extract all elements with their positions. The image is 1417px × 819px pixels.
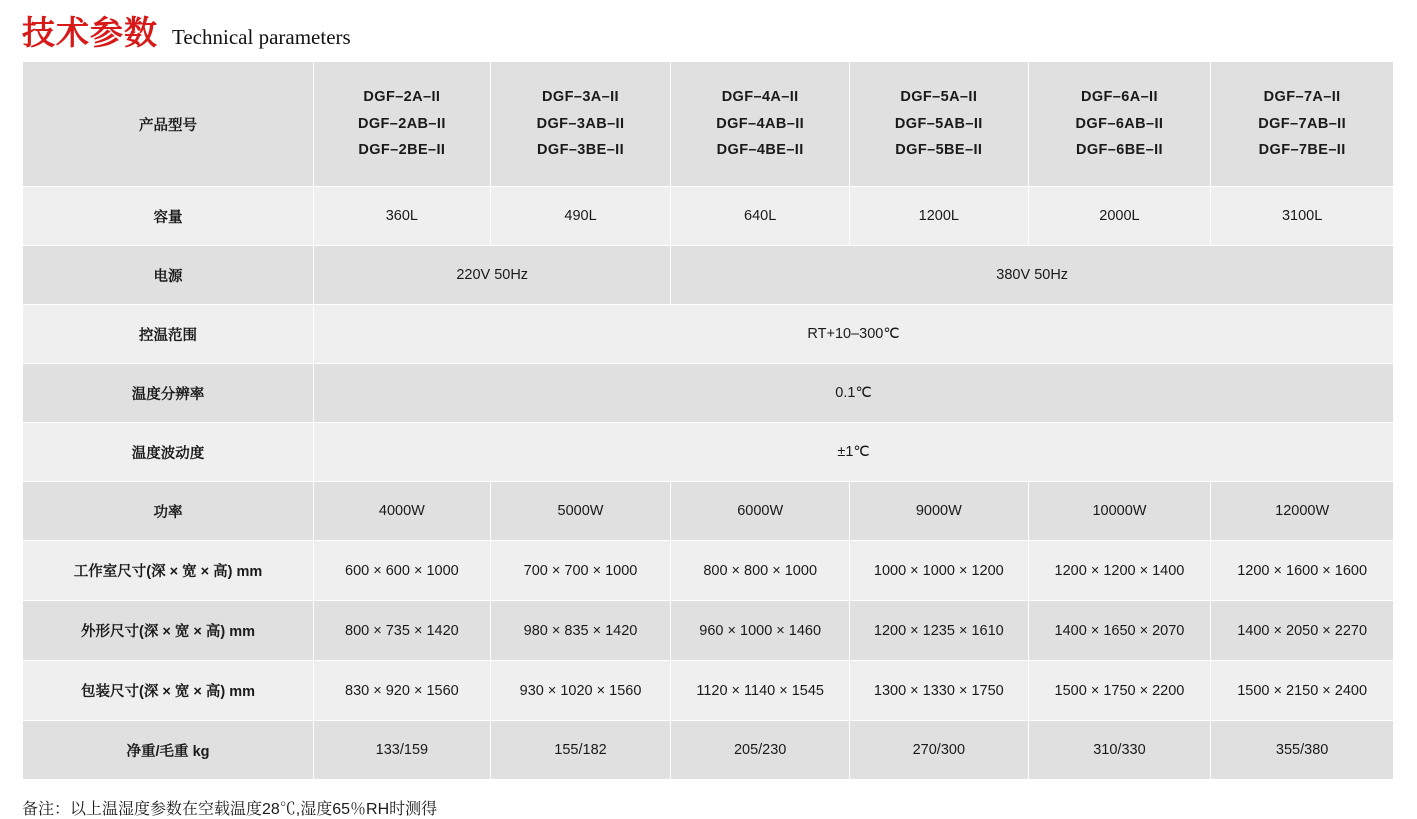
cell-power-3: 6000W [671,482,850,541]
page-header [0,0,1417,61]
row-label-power: 功率 [23,482,314,541]
cell-chamber-size-5: 1200 × 1200 × 1400 [1028,541,1211,601]
row-label-capacity: 容量 [23,187,314,246]
row-label-model: 产品型号 [23,62,314,187]
cell-weight-3: 205/230 [671,721,850,780]
cell-capacity-1: 360L [314,187,491,246]
cell-weight-2: 155/182 [490,721,671,780]
cell-power-5: 10000W [1028,482,1211,541]
cell-model-5 [1028,62,1211,187]
page-title-en: Technical parameters [172,25,351,49]
table-row-power [23,482,1394,541]
cell-power-1: 4000W [314,482,491,541]
cell-temp-fluctuation: ±1℃ [314,423,1394,482]
table-row-capacity [23,187,1394,246]
row-label-weight: 净重/毛重 kg [23,721,314,780]
cell-power-6: 12000W [1211,482,1394,541]
cell-model-2 [490,62,671,187]
cell-package-size-3: 1120 × 1140 × 1545 [671,661,850,721]
cell-capacity-4: 1200L [849,187,1028,246]
model-text-1: DGF–2A–II DGF–2AB–II DGF–2BE–II [357,88,446,159]
cell-power-supply-right: 380V 50Hz [671,246,1394,305]
cell-power-2: 5000W [490,482,671,541]
table-row-weight [23,721,1394,780]
cell-package-size-6: 1500 × 2150 × 2400 [1211,661,1394,721]
footnote: 备注：以上温湿度参数在空载温度28℃,湿度65％RH时测得 [22,801,438,818]
cell-outer-size-2: 980 × 835 × 1420 [490,601,671,661]
cell-model-4 [849,62,1028,187]
table-row-temp-resolution [23,364,1394,423]
cell-outer-size-4: 1200 × 1235 × 1610 [849,601,1028,661]
cell-model-3 [671,62,850,187]
row-label-package-size: 包装尺寸(深 × 宽 × 高) mm [23,661,314,721]
cell-outer-size-1: 800 × 735 × 1420 [314,601,491,661]
model-text-6: DGF–7A–II DGF–7AB–II DGF–7BE–II [1258,88,1347,159]
cell-weight-6: 355/380 [1211,721,1394,780]
cell-power-supply-left: 220V 50Hz [314,246,671,305]
row-label-temp-fluctuation: 温度波动度 [23,423,314,482]
cell-power-4: 9000W [849,482,1028,541]
table-row-power-supply [23,246,1394,305]
model-text-2: DGF–3A–II DGF–3AB–II DGF–3BE–II [536,88,625,159]
cell-chamber-size-4: 1000 × 1000 × 1200 [849,541,1028,601]
cell-outer-size-3: 960 × 1000 × 1460 [671,601,850,661]
cell-weight-5: 310/330 [1028,721,1211,780]
cell-outer-size-5: 1400 × 1650 × 2070 [1028,601,1211,661]
cell-package-size-1: 830 × 920 × 1560 [314,661,491,721]
row-label-temp-range: 控温范围 [23,305,314,364]
technical-parameters-table [22,61,1394,780]
row-label-power-supply: 电源 [23,246,314,305]
cell-outer-size-6: 1400 × 2050 × 2270 [1211,601,1394,661]
model-text-3: DGF–4A–II DGF–4AB–II DGF–4BE–II [716,88,805,159]
cell-package-size-4: 1300 × 1330 × 1750 [849,661,1028,721]
cell-capacity-3: 640L [671,187,850,246]
cell-package-size-5: 1500 × 1750 × 2200 [1028,661,1211,721]
table-row-chamber-size [23,541,1394,601]
cell-temp-resolution: 0.1℃ [314,364,1394,423]
cell-temp-range: RT+10–300℃ [314,305,1394,364]
cell-package-size-2: 930 × 1020 × 1560 [490,661,671,721]
cell-chamber-size-1: 600 × 600 × 1000 [314,541,491,601]
cell-model-1 [314,62,491,187]
table-row-model [23,62,1394,187]
page-title-cn: 技术参数 [22,13,158,52]
table-row-package-size [23,661,1394,721]
table-row-temp-range [23,305,1394,364]
cell-weight-4: 270/300 [849,721,1028,780]
cell-capacity-5: 2000L [1028,187,1211,246]
cell-chamber-size-6: 1200 × 1600 × 1600 [1211,541,1394,601]
table-row-temp-fluctuation [23,423,1394,482]
cell-chamber-size-2: 700 × 700 × 1000 [490,541,671,601]
cell-capacity-6: 3100L [1211,187,1394,246]
cell-weight-1: 133/159 [314,721,491,780]
cell-chamber-size-3: 800 × 800 × 1000 [671,541,850,601]
row-label-temp-resolution: 温度分辨率 [23,364,314,423]
table-row-outer-size [23,601,1394,661]
cell-capacity-2: 490L [490,187,671,246]
cell-model-6 [1211,62,1394,187]
row-label-outer-size: 外形尺寸(深 × 宽 × 高) mm [23,601,314,661]
model-text-5: DGF–6A–II DGF–6AB–II DGF–6BE–II [1075,88,1164,159]
row-label-chamber-size: 工作室尺寸(深 × 宽 × 高) mm [23,541,314,601]
model-text-4: DGF–5A–II DGF–5AB–II DGF–5BE–II [894,88,983,159]
